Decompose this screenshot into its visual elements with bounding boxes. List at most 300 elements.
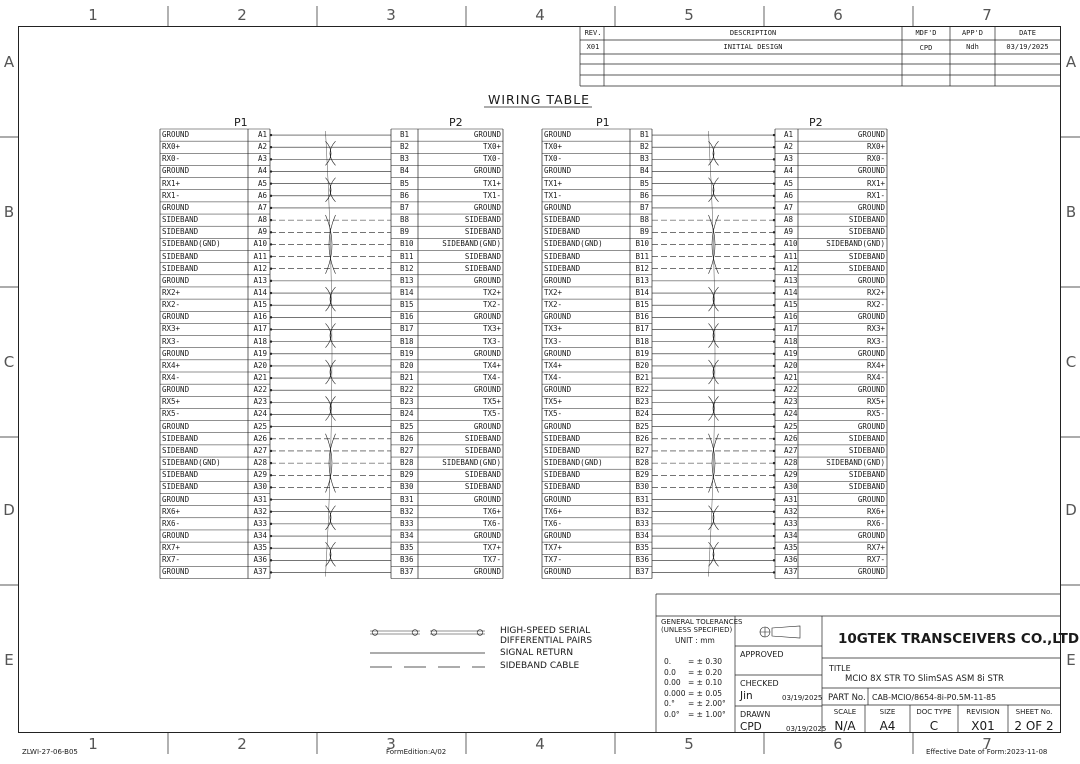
p2-pin: A8 (784, 215, 794, 225)
p1-signal-name: SIDEBAND (162, 251, 199, 261)
p2-pin: B19 (400, 348, 414, 358)
p2-signal-name: TX7+ (482, 543, 501, 553)
p1-pin: A2 (257, 142, 267, 152)
p2-pin: A32 (784, 506, 798, 516)
p1-signal-name: TX5- (544, 409, 563, 419)
p2-signal-name: GROUND (857, 312, 885, 322)
p1-signal-name: GROUND (162, 348, 190, 358)
p2-signal-name: SIDEBAND (464, 445, 501, 455)
wire-end-dot (270, 158, 272, 160)
p1-signal-name: SIDEBAND (162, 433, 199, 443)
p1-signal-name: GROUND (544, 348, 572, 358)
p2-pin: B23 (400, 397, 414, 407)
mdfd-header: MDF'D (915, 29, 937, 37)
p1-signal-name: RX1+ (162, 178, 181, 188)
p2-pin: A24 (784, 409, 798, 419)
p1-pin: B9 (639, 227, 649, 237)
p2-pin: B1 (400, 130, 410, 139)
wire-end-dot (270, 487, 272, 489)
p1-signal-name: GROUND (162, 494, 190, 504)
p2-pin: B20 (400, 360, 414, 370)
p1-pin: B28 (635, 458, 649, 468)
p1-signal-name: GROUND (162, 567, 190, 577)
p1-pin: B32 (635, 506, 649, 516)
wire-end-dot (773, 377, 775, 379)
p1-pin: B21 (635, 373, 649, 382)
p1-pin: B30 (635, 482, 649, 492)
tolerance-value: = ± 0.05 (688, 688, 723, 698)
p1-pin: B4 (639, 166, 649, 176)
tolerance-precision: 0.0° (664, 710, 680, 719)
wire-end-dot (773, 572, 775, 574)
zone-column-label: 4 (535, 6, 545, 24)
wire-end-dot (270, 268, 272, 270)
p2-pin: B17 (400, 324, 414, 334)
size-label: SIZE (879, 708, 896, 716)
p2-pin: B34 (400, 530, 414, 540)
p2-pin: B12 (400, 263, 414, 273)
appd-header: APP'D (961, 29, 984, 37)
p1-pin: A28 (253, 458, 267, 468)
p2-pin: A27 (784, 445, 798, 455)
p1-pin: A4 (257, 166, 267, 176)
zone-column-label: 3 (386, 735, 396, 753)
p1-signal-name: RX6+ (162, 506, 181, 516)
p2-signal-name: SIDEBAND (848, 482, 885, 492)
p2-signal-name: GROUND (473, 494, 501, 504)
p2-pin: B16 (400, 312, 414, 322)
p2-signal-name: RX7- (866, 555, 885, 565)
wire-end-dot (773, 171, 775, 173)
p2-signal-name: GROUND (857, 202, 885, 212)
p1-pin: A6 (257, 190, 267, 200)
p1-pin: A11 (253, 251, 267, 261)
wire-end-dot (270, 304, 272, 306)
legend-sideband-cable: SIDEBAND CABLE (500, 661, 580, 671)
p1-signal-name: RX4- (162, 373, 181, 382)
legend-signal-return: SIGNAL RETURN (500, 648, 574, 658)
p1-signal-name: TX6+ (544, 506, 563, 516)
p2-signal-name: GROUND (473, 130, 501, 139)
datum-cone (772, 626, 800, 638)
p2-pin: A26 (784, 433, 798, 443)
title-value: MCIO 8X STR TO SlimSAS ASM 8i STR (845, 674, 1004, 684)
date-value: 03/19/2025 (1006, 43, 1049, 51)
p2-pin: B7 (400, 202, 410, 212)
unit-label: UNIT : mm (675, 636, 715, 645)
p2-pin: B36 (400, 555, 414, 565)
wire-end-dot (270, 353, 272, 355)
p2-pin: A10 (784, 239, 798, 249)
tolerance-precision: 0. (664, 657, 672, 666)
p1-pin: B36 (635, 555, 649, 565)
p2-signal-name: GROUND (473, 385, 501, 395)
p2-pin: B22 (400, 385, 414, 395)
zone-row-label: E (1066, 651, 1076, 669)
p2-signal-name: SIDEBAND (848, 251, 885, 261)
p2-pin: A20 (784, 360, 798, 370)
zone-row-label: C (1065, 353, 1077, 371)
p2-pin: B14 (400, 287, 414, 297)
p2-pin: B25 (400, 421, 414, 431)
wire-end-dot (773, 256, 775, 258)
wire-end-dot (270, 231, 272, 233)
p1-pin: B3 (639, 154, 649, 164)
zone-row-label: B (3, 203, 15, 221)
p1-signal-name: TX6- (544, 518, 563, 528)
p2-pin: B29 (400, 470, 414, 480)
p1-signal-name: RX5- (162, 409, 181, 419)
p1-pin: A3 (257, 154, 267, 164)
wire-end-dot (773, 426, 775, 428)
company-name: 10GTEK TRANSCEIVERS CO.,LTD (838, 631, 1080, 647)
wire-end-dot (270, 171, 272, 173)
p1-pin: A24 (253, 409, 267, 419)
zone-column-label: 3 (386, 6, 396, 24)
tolerance-precision: 0.000 (664, 688, 686, 698)
p1-signal-name: SIDEBAND (162, 445, 199, 455)
p1-signal-name: SIDEBAND (544, 433, 581, 443)
wire-end-dot (773, 316, 775, 318)
p1-signal-name: SIDEBAND (544, 215, 581, 225)
p2-pin: B30 (400, 482, 414, 492)
wire-end-dot (270, 377, 272, 379)
p2-pin: A19 (784, 348, 798, 358)
p2-signal-name: GROUND (473, 202, 501, 212)
p1-pin: A30 (253, 482, 267, 492)
p2-signal-name: TX7- (482, 555, 501, 565)
p1-signal-name: RX3+ (162, 324, 181, 334)
right-p2-label: P2 (809, 116, 823, 129)
zone-row-label: A (1065, 53, 1077, 71)
wire-end-dot (773, 329, 775, 331)
p1-signal-name: SIDEBAND(GND) (544, 458, 603, 468)
p1-pin: A15 (253, 300, 267, 310)
tolerance-precision: 0.0 (664, 667, 676, 677)
p2-signal-name: RX4- (866, 373, 885, 382)
zone-column-label: 2 (237, 6, 247, 24)
wire-end-dot (773, 511, 775, 513)
revision-label: REVISION (966, 708, 1000, 716)
p1-pin: B1 (639, 130, 649, 139)
zone-column-label: 1 (88, 6, 98, 24)
p1-signal-name: TX1+ (544, 178, 563, 188)
doc-code: ZLWI-27-06-B05 (22, 748, 78, 756)
p1-signal-name: SIDEBAND (544, 263, 581, 273)
wire-end-dot (270, 401, 272, 403)
p1-pin: B7 (639, 202, 649, 212)
wire-end-dot (773, 474, 775, 476)
p1-pin: B34 (635, 530, 649, 540)
tolerance-value: = ± 0.30 (688, 657, 723, 666)
wire-end-dot (773, 341, 775, 343)
wiring-table-title: WIRING TABLE (488, 92, 591, 107)
p2-signal-name: TX1- (482, 190, 501, 200)
p2-signal-name: SIDEBAND (848, 227, 885, 237)
p2-signal-name: GROUND (473, 530, 501, 540)
zone-column-label: 7 (982, 735, 992, 753)
wire-end-dot (773, 134, 775, 136)
p2-pin: B9 (400, 227, 410, 237)
p2-pin: A5 (784, 178, 794, 188)
zone-column-label: 4 (535, 735, 545, 753)
wire-end-dot (270, 256, 272, 258)
legend-pair-end (477, 630, 483, 636)
p2-signal-name: SIDEBAND (848, 433, 885, 443)
p1-pin: B12 (635, 263, 649, 273)
p2-pin: A17 (784, 324, 798, 334)
p2-signal-name: SIDEBAND (464, 215, 501, 225)
p1-signal-name: GROUND (544, 275, 572, 285)
tolerance-precision: 0.° (664, 699, 675, 709)
wire-end-dot (773, 547, 775, 549)
p1-pin: A21 (253, 373, 267, 382)
p1-signal-name: SIDEBAND (162, 482, 199, 492)
p1-pin: A13 (253, 275, 267, 285)
tolerance-value: = ± 2.00° (688, 699, 726, 709)
p2-pin: A14 (784, 287, 798, 297)
p1-signal-name: SIDEBAND(GND) (162, 239, 221, 249)
wire-end-dot (773, 231, 775, 233)
p2-pin: B15 (400, 300, 414, 310)
p1-pin: B26 (635, 433, 649, 443)
zone-row-label: D (3, 501, 15, 519)
wire-end-dot (270, 329, 272, 331)
p1-pin: B29 (635, 470, 649, 480)
p2-signal-name: SIDEBAND (848, 215, 885, 225)
p2-signal-name: TX3- (482, 336, 501, 346)
p2-pin: B2 (400, 142, 410, 152)
wire-end-dot (270, 499, 272, 501)
wire-end-dot (270, 559, 272, 561)
p2-signal-name: RX5- (866, 409, 885, 419)
p1-signal-name: SIDEBAND (162, 470, 199, 480)
wire-end-dot (773, 353, 775, 355)
p2-pin: B35 (400, 543, 414, 553)
p1-signal-name: GROUND (544, 567, 572, 577)
p1-pin: A31 (253, 494, 267, 504)
p2-pin: B18 (400, 336, 414, 346)
p1-pin: A35 (253, 543, 267, 553)
wire-end-dot (270, 207, 272, 209)
p2-pin: B5 (400, 178, 410, 188)
p2-signal-name: GROUND (473, 421, 501, 431)
p1-pin: A5 (257, 178, 267, 188)
wire-end-dot (773, 158, 775, 160)
p1-pin: B22 (635, 385, 649, 395)
unless-specified: (UNLESS SPECIFIED) (661, 626, 733, 634)
p2-pin: A31 (784, 494, 798, 504)
p2-pin: A33 (784, 518, 798, 528)
p1-signal-name: TX5+ (544, 397, 563, 407)
p2-signal-name: RX6+ (866, 506, 885, 516)
p1-pin: A22 (253, 385, 267, 395)
p1-pin: B27 (635, 445, 649, 455)
p1-pin: B18 (635, 336, 649, 346)
legend-pair-end (431, 630, 437, 636)
p1-pin: A20 (253, 360, 267, 370)
legend-pair-end (372, 630, 378, 636)
wire-end-dot (773, 487, 775, 489)
wire-end-dot (270, 365, 272, 367)
wire-end-dot (773, 195, 775, 197)
zone-row-label: A (3, 53, 15, 71)
revision-value: X01 (971, 719, 995, 733)
wire-end-dot (270, 474, 272, 476)
p1-pin: A34 (253, 530, 267, 540)
tolerance-value: = ± 0.10 (688, 678, 723, 688)
p2-signal-name: SIDEBAND (464, 251, 501, 261)
p1-signal-name: SIDEBAND (544, 227, 581, 237)
doc-type-label: DOC TYPE (916, 708, 952, 716)
zone-column-label: 5 (684, 735, 694, 753)
p1-signal-name: TX7- (544, 555, 563, 565)
p2-pin: A7 (784, 202, 794, 212)
wire-end-dot (270, 280, 272, 282)
p2-signal-name: TX2+ (482, 287, 501, 297)
p2-pin: B37 (400, 567, 414, 577)
p1-signal-name: RX7- (162, 555, 181, 565)
p1-signal-name: RX1- (162, 190, 181, 200)
p2-signal-name: GROUND (857, 421, 885, 431)
p2-pin: A29 (784, 470, 798, 480)
drawn-name: CPD (740, 721, 762, 733)
wire-end-dot (270, 547, 272, 549)
wire-end-dot (270, 414, 272, 416)
zone-column-label: 5 (684, 6, 694, 24)
p2-pin: A36 (784, 555, 798, 565)
p2-pin: A18 (784, 336, 798, 346)
tolerance-precision: 0.00 (664, 678, 681, 688)
p1-signal-name: TX7+ (544, 543, 563, 553)
p1-pin: B2 (639, 142, 649, 152)
p1-pin: A9 (257, 227, 267, 237)
wire-end-dot (270, 426, 272, 428)
p1-pin: A16 (253, 312, 267, 322)
p1-pin: B11 (635, 251, 649, 261)
p1-signal-name: SIDEBAND(GND) (544, 239, 603, 249)
p2-signal-name: SIDEBAND (464, 227, 501, 237)
p2-pin: A25 (784, 421, 798, 431)
wire-end-dot (270, 450, 272, 452)
p2-pin: B21 (400, 373, 414, 382)
p2-signal-name: RX2+ (866, 287, 885, 297)
p1-signal-name: RX4+ (162, 360, 181, 370)
p2-signal-name: TX2- (482, 300, 501, 310)
left-p2-label: P2 (449, 116, 463, 129)
p1-pin: B35 (635, 543, 649, 553)
wire-end-dot (773, 219, 775, 221)
wire-end-dot (773, 365, 775, 367)
p2-pin: A22 (784, 385, 798, 395)
wire-end-dot (270, 511, 272, 513)
zone-row-label: C (3, 353, 15, 371)
p2-signal-name: RX4+ (866, 360, 885, 370)
p2-pin: B27 (400, 445, 414, 455)
p2-signal-name: TX3+ (482, 324, 501, 334)
p1-pin: A18 (253, 336, 267, 346)
p1-pin: A10 (253, 239, 267, 249)
p2-signal-name: GROUND (473, 567, 501, 577)
p1-signal-name: GROUND (162, 202, 190, 212)
p2-signal-name: SIDEBAND (848, 263, 885, 273)
p2-signal-name: RX7+ (866, 543, 885, 553)
p1-signal-name: GROUND (162, 530, 190, 540)
checked-name: Jin (740, 690, 753, 702)
p1-pin: B25 (635, 421, 649, 431)
wire-end-dot (773, 292, 775, 294)
drawn-label: DRAWN (740, 710, 771, 719)
p1-signal-name: SIDEBAND (544, 482, 581, 492)
p2-pin: B11 (400, 251, 414, 261)
doc-type-value: C (929, 719, 939, 733)
sheet-label: SHEET No. (1015, 708, 1053, 716)
p1-pin: A26 (253, 433, 267, 443)
p2-signal-name: GROUND (857, 567, 885, 577)
p1-signal-name: GROUND (544, 494, 572, 504)
tolerance-value: = ± 0.20 (688, 667, 723, 677)
p2-pin: A34 (784, 530, 798, 540)
p1-signal-name: GROUND (544, 530, 572, 540)
p2-signal-name: GROUND (473, 275, 501, 285)
p1-pin: B19 (635, 348, 649, 358)
p2-pin: A37 (784, 567, 798, 577)
p2-pin: A1 (784, 130, 794, 139)
wire-end-dot (773, 183, 775, 185)
p2-pin: B24 (400, 409, 414, 419)
p2-signal-name: RX0- (866, 154, 885, 164)
p1-signal-name: GROUND (544, 312, 572, 322)
zone-row-label: D (1065, 501, 1077, 519)
legend-pair-end (412, 630, 418, 636)
p1-pin: B24 (635, 409, 649, 419)
p1-pin: B14 (635, 287, 649, 297)
p1-pin: A19 (253, 348, 267, 358)
p1-pin: B37 (635, 567, 649, 577)
p1-signal-name: GROUND (544, 202, 572, 212)
p1-pin: B6 (639, 190, 649, 200)
wire-end-dot (270, 244, 272, 246)
p2-signal-name: TX0- (482, 154, 501, 164)
p2-signal-name: SIDEBAND(GND) (442, 458, 501, 468)
p1-pin: B17 (635, 324, 649, 334)
description-header: DESCRIPTION (729, 29, 777, 37)
wire-end-dot (270, 183, 272, 185)
wire-end-dot (270, 438, 272, 440)
p1-signal-name: GROUND (162, 130, 190, 139)
p2-signal-name: GROUND (857, 275, 885, 285)
p2-pin: B31 (400, 494, 414, 504)
wire-end-dot (773, 414, 775, 416)
p2-pin: A3 (784, 154, 794, 164)
p2-pin: A35 (784, 543, 798, 553)
p1-signal-name: GROUND (544, 385, 572, 395)
wire-end-dot (270, 219, 272, 221)
p1-pin: B33 (635, 518, 649, 528)
zone-column-label: 6 (833, 6, 843, 24)
p1-pin: A37 (253, 567, 267, 577)
p1-pin: B15 (635, 300, 649, 310)
p1-signal-name: TX3- (544, 336, 563, 346)
p2-pin: A13 (784, 275, 798, 285)
p1-signal-name: SIDEBAND (162, 263, 199, 273)
p1-pin: A29 (253, 470, 267, 480)
p1-signal-name: TX1- (544, 190, 563, 200)
p2-signal-name: TX6- (482, 518, 501, 528)
p1-pin: A32 (253, 506, 267, 516)
p2-pin: B6 (400, 190, 410, 200)
p1-pin: A36 (253, 555, 267, 565)
